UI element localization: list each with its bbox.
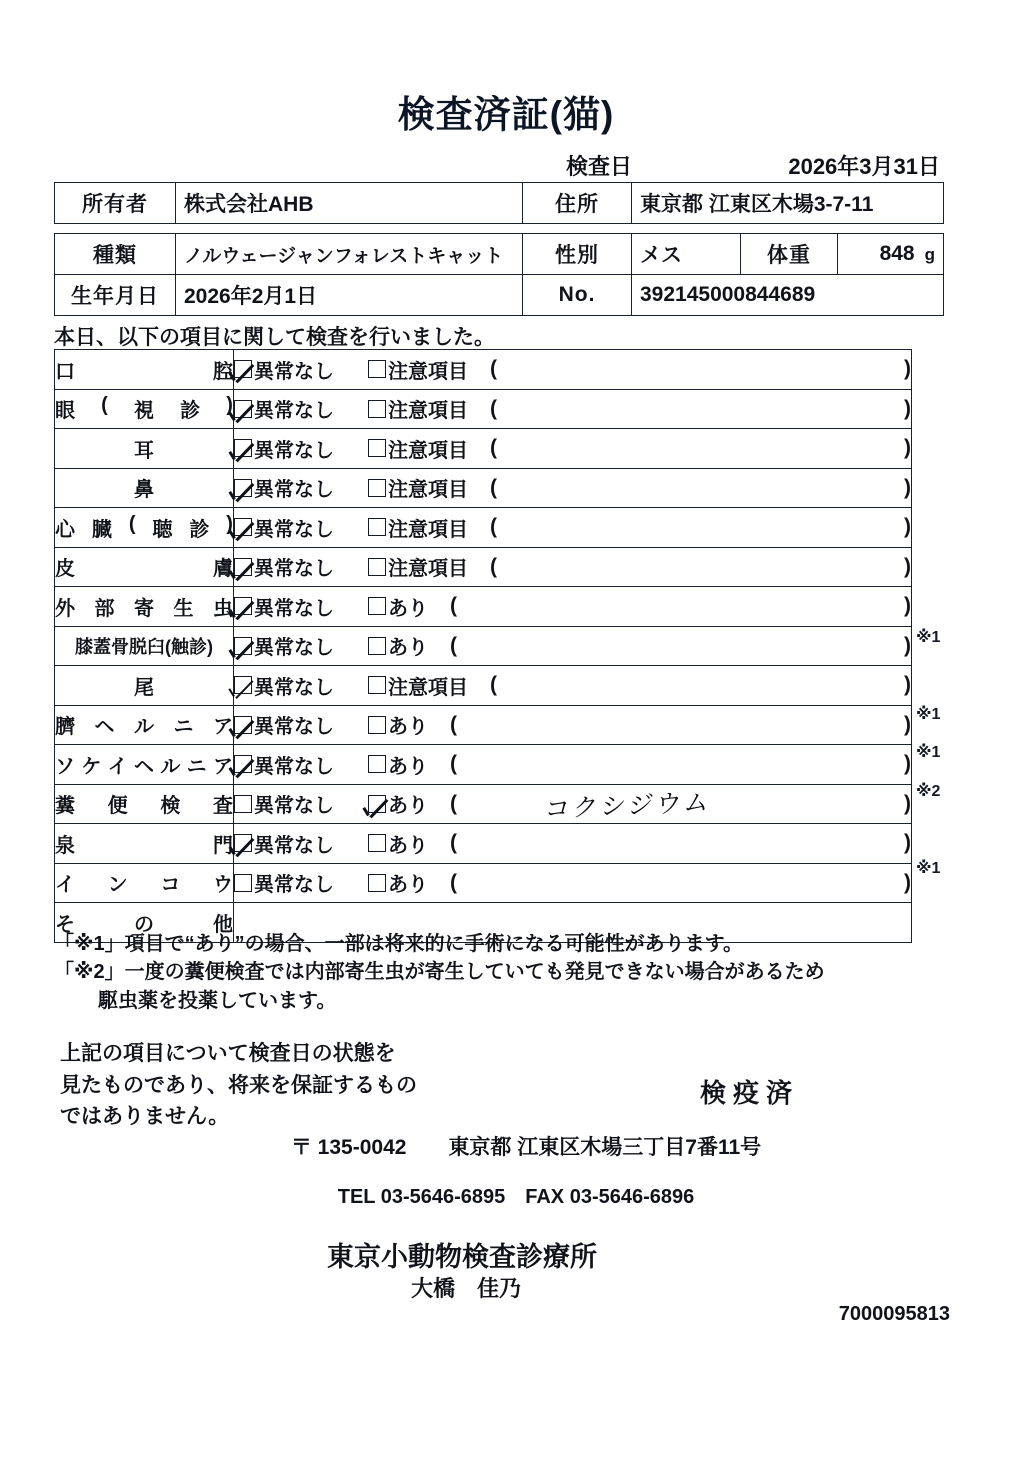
footnote-marker (916, 580, 986, 619)
checked-checkbox-icon[interactable] (368, 795, 386, 813)
note-paren-open: ( (450, 594, 457, 618)
disclaimer (60, 1038, 417, 1133)
option-label: 注意項目 (388, 400, 468, 423)
footnote-marker (916, 542, 986, 581)
option-label: 異常なし (254, 439, 334, 462)
checklist-item-label: 眼 ( 視 診 ) (55, 389, 234, 429)
checked-checkbox-icon[interactable] (234, 518, 252, 536)
table-row (55, 234, 944, 275)
checklist-row (55, 350, 912, 390)
footnote-marker-column (916, 349, 986, 927)
exam-date-label: 検査日 (566, 154, 633, 179)
checkbox-option-secondary[interactable] (368, 513, 468, 542)
checkbox-option-secondary[interactable] (368, 671, 468, 700)
note-paren-close: ) (904, 436, 911, 460)
option-label: 異常なし (254, 676, 334, 699)
footnote-marker (916, 388, 986, 427)
unchecked-checkbox-icon[interactable] (368, 597, 386, 615)
exam-date-row (54, 150, 944, 180)
checked-checkbox-icon[interactable] (234, 439, 252, 457)
option-label: 注意項目 (388, 439, 468, 462)
note-paren-open: ( (490, 396, 497, 420)
option-label: あり (388, 716, 428, 739)
note-paren-close: ) (904, 357, 911, 381)
weight-cell (838, 234, 944, 275)
checklist-item-label: 心 臓 ( 聴 診 ) (55, 508, 234, 548)
clinic-postal-address: 〒 135-0042 東京都 江東区木場三丁目7番11号 (290, 1136, 762, 1159)
option-label: あり (388, 834, 428, 857)
footnotes (54, 930, 954, 1015)
note-paren-open: ( (490, 515, 497, 539)
sex-value: メス (632, 234, 741, 275)
address-label: 住所 (523, 183, 632, 224)
option-label: 異常なし (254, 518, 334, 541)
note-paren-close: ) (904, 870, 911, 894)
checkbox-option-normal[interactable] (234, 868, 334, 897)
footnote-marker (916, 657, 986, 696)
note-paren-close: ) (904, 396, 911, 420)
checkbox-option-secondary[interactable] (368, 552, 468, 581)
birth-value: 2026年2月1日 (176, 275, 523, 316)
checklist-item-body (234, 824, 912, 864)
note-paren-close: ) (904, 712, 911, 736)
note-paren-close: ) (904, 515, 911, 539)
option-label: 注意項目 (388, 479, 468, 502)
note-paren-open: ( (490, 554, 497, 578)
unchecked-checkbox-icon[interactable] (368, 874, 386, 892)
unchecked-checkbox-icon[interactable] (368, 637, 386, 655)
note-paren-close: ) (904, 673, 911, 697)
checklist-item-label: 口 腔 (55, 350, 234, 390)
checklist-item-label: 泉 門 (55, 824, 234, 864)
birth-label: 生年月日 (55, 275, 176, 316)
checkbox-option-normal[interactable] (234, 829, 334, 858)
checklist-item-label: 糞 便 検 査 (55, 784, 234, 824)
checkbox-option-secondary[interactable] (368, 355, 468, 384)
checked-checkbox-icon[interactable] (234, 597, 252, 615)
checkbox-option-normal[interactable] (234, 750, 334, 779)
table-row (55, 183, 944, 224)
option-label: 注意項目 (388, 360, 468, 383)
breed-label: 種類 (55, 234, 176, 275)
option-label: 異常なし (254, 795, 334, 818)
checkbox-option-secondary[interactable] (368, 710, 428, 739)
option-label: 異常なし (254, 400, 334, 423)
checkbox-option-normal[interactable] (234, 394, 334, 423)
checkbox-option-normal[interactable] (234, 513, 334, 542)
checklist-item-label: ソ ケ イ ヘ ル ニ ア (55, 745, 234, 785)
option-label: 異常なし (254, 558, 334, 581)
checklist-item-body (234, 626, 912, 666)
option-label: 異常なし (254, 479, 334, 502)
breed-value: ノルウェージャンフォレストキャット (176, 234, 523, 275)
note-paren-close: ) (904, 831, 911, 855)
checklist-item-body (234, 350, 912, 390)
note-paren-open: ( (450, 791, 457, 815)
note-paren-open: ( (450, 870, 457, 894)
option-label: 注意項目 (388, 558, 468, 581)
checked-checkbox-icon[interactable] (234, 637, 252, 655)
checkbox-option-secondary[interactable] (368, 434, 468, 463)
checklist-item-body (234, 547, 912, 587)
checklist-item-label: 尾 (55, 666, 234, 706)
weight-unit: g (924, 245, 935, 264)
checklist-table (54, 349, 912, 943)
microchip-value: 392145000844689 (632, 275, 944, 316)
unchecked-checkbox-icon[interactable] (368, 676, 386, 694)
note-paren-open: ( (450, 633, 457, 657)
checklist-item-body (234, 666, 912, 706)
checklist-row (55, 508, 912, 548)
footnote-marker (916, 503, 986, 542)
weight-label: 体重 (741, 234, 838, 275)
checkbox-option-normal[interactable] (234, 473, 334, 502)
checked-checkbox-icon[interactable] (234, 400, 252, 418)
checkbox-option-normal[interactable] (234, 631, 334, 660)
checked-checkbox-icon[interactable] (234, 755, 252, 773)
unchecked-checkbox-icon[interactable] (368, 558, 386, 576)
reference-number: 7000095813 (838, 1303, 950, 1325)
microchip-label: No. (523, 275, 632, 316)
checklist-item-body (234, 863, 912, 903)
option-label: 注意項目 (388, 676, 468, 699)
unchecked-checkbox-icon[interactable] (234, 874, 252, 892)
checklist-row (55, 666, 912, 706)
checkbox-option-secondary[interactable] (368, 868, 428, 897)
checkbox-option-normal[interactable] (234, 552, 334, 581)
note-paren-close: ) (904, 752, 911, 776)
option-label: 異常なし (254, 874, 334, 897)
option-label: あり (388, 795, 428, 818)
animal-table (54, 233, 944, 316)
note-paren-close: ) (904, 633, 911, 657)
quarantine-stamp: 検疫済 (700, 1078, 800, 1108)
checklist-item-body (234, 468, 912, 508)
note-paren-open: ( (450, 712, 457, 736)
option-label: 異常なし (254, 834, 334, 857)
checklist-item-body (234, 508, 912, 548)
checklist-row (55, 824, 912, 864)
checkbox-option-secondary[interactable] (368, 473, 468, 502)
note-paren-open: ( (450, 752, 457, 776)
checkbox-option-normal[interactable] (234, 355, 334, 384)
unchecked-checkbox-icon[interactable] (368, 518, 386, 536)
unchecked-checkbox-icon[interactable] (368, 834, 386, 852)
note-paren-close: ) (904, 594, 911, 618)
checked-checkbox-icon[interactable] (234, 834, 252, 852)
unchecked-checkbox-icon[interactable] (368, 439, 386, 457)
checklist-item-label: 耳 (55, 429, 234, 469)
owner-table (54, 182, 944, 224)
checklist-item-label: 皮 膚 (55, 547, 234, 587)
checklist-item-label: 臍 ヘ ル ニ ア (55, 705, 234, 745)
checkbox-option-normal[interactable] (234, 434, 334, 463)
note-paren-open: ( (490, 436, 497, 460)
footnote-marker: ※1 (916, 744, 941, 761)
checklist-item-label: 膝蓋骨脱臼(触診) (55, 626, 234, 666)
checked-checkbox-icon[interactable] (234, 558, 252, 576)
checkbox-option-normal[interactable] (234, 789, 334, 818)
option-label: あり (388, 637, 428, 660)
page-title: 検査済証(猫) (397, 94, 615, 135)
footnote-marker: ※1 (916, 705, 941, 723)
checkbox-option-secondary[interactable] (368, 394, 468, 423)
unchecked-checkbox-icon[interactable] (368, 360, 386, 378)
disclaimer-line-2: 見たものであり、将来を保証するもの (60, 1073, 417, 1097)
checked-checkbox-icon[interactable] (234, 479, 252, 497)
checklist-item-label: 外 部 寄 生 虫 (55, 587, 234, 627)
checkbox-option-normal[interactable] (234, 710, 334, 739)
table-row (55, 275, 944, 316)
footnote-marker: ※1 (916, 628, 941, 646)
checklist-row (55, 429, 912, 469)
checkbox-option-secondary[interactable] (368, 789, 428, 818)
checkbox-option-normal[interactable] (234, 671, 334, 700)
checklist-row (55, 745, 912, 785)
checkbox-option-secondary[interactable] (368, 592, 428, 621)
checked-checkbox-icon[interactable] (234, 716, 252, 734)
note-paren-open: ( (490, 357, 497, 381)
veterinarian-name: 大橋 佳乃 (410, 1276, 521, 1301)
option-label: あり (388, 755, 428, 778)
checklist-item-body (234, 745, 912, 785)
sex-label: 性別 (523, 234, 632, 275)
option-label: 異常なし (254, 637, 334, 660)
footnote-marker (916, 888, 986, 927)
option-label: 異常なし (254, 360, 334, 383)
note-paren-open: ( (450, 831, 457, 855)
unchecked-checkbox-icon[interactable] (368, 755, 386, 773)
exam-date-value: 2026年3月31日 (788, 154, 940, 179)
footnote-marker: ※2 (916, 782, 941, 800)
weight-value: 848 (879, 242, 915, 265)
owner-label: 所有者 (55, 183, 176, 224)
checklist-item-body (234, 389, 912, 429)
checklist-item-label: 鼻 (55, 468, 234, 508)
checkbox-option-secondary[interactable] (368, 750, 428, 779)
clinic-telephone: TEL 03-5646-6895 FAX 03-5646-6896 (337, 1186, 695, 1208)
unchecked-checkbox-icon[interactable] (234, 795, 252, 813)
checklist-row (55, 705, 912, 745)
intro-text: 本日、以下の項目に関して検査を行いました。 (54, 326, 495, 349)
footnote-2: 「※2」一度の糞便検査では内部寄生虫が寄生していても発見できない場合があるため (54, 961, 825, 984)
address-value: 東京都 江東区木場3-7-11 (632, 183, 944, 224)
checklist-row (55, 587, 912, 627)
option-label: あり (388, 874, 428, 897)
disclaimer-line-3: ではありません。 (60, 1105, 230, 1128)
checklist-row (55, 626, 912, 666)
footnote-marker (916, 426, 986, 465)
checklist-row (55, 863, 912, 903)
owner-value: 株式会社AHB (176, 183, 523, 224)
note-paren-close: ) (904, 554, 911, 578)
option-label: 注意項目 (388, 518, 468, 541)
checked-checkbox-icon[interactable] (234, 676, 252, 694)
footnote-1: 「※1」項目で“あり”の場合、一部は将来的に手術になる可能性があります。 (54, 933, 743, 955)
checkbox-option-secondary[interactable] (368, 829, 428, 858)
checkbox-option-normal[interactable] (234, 592, 334, 621)
checklist-item-body (234, 705, 912, 745)
checklist-item-label: イ ン コ ウ (55, 863, 234, 903)
checklist-item-body (234, 784, 912, 824)
option-label: あり (388, 597, 428, 620)
unchecked-checkbox-icon[interactable] (368, 716, 386, 734)
option-label: 異常なし (254, 755, 334, 778)
checklist-item-body (234, 429, 912, 469)
option-label: 異常なし (254, 716, 334, 739)
note-paren-close: ) (904, 475, 911, 499)
unchecked-checkbox-icon[interactable] (368, 479, 386, 497)
footnote-marker: ※1 (916, 859, 941, 877)
checklist-row (55, 389, 912, 429)
handwritten-note: コクシジウム (543, 787, 714, 824)
clinic-name: 東京小動物検査診療所 (327, 1242, 597, 1272)
footnote-marker (916, 349, 986, 388)
checkbox-option-secondary[interactable] (368, 631, 428, 660)
footnote-marker (916, 465, 986, 504)
option-label: 異常なし (254, 597, 334, 620)
note-paren-open: ( (490, 475, 497, 499)
checked-checkbox-icon[interactable] (234, 360, 252, 378)
disclaimer-line-1: 上記の項目について検査日の状態を (60, 1042, 396, 1065)
unchecked-checkbox-icon[interactable] (368, 400, 386, 418)
checklist-item-label: そ の 他 (55, 903, 234, 943)
checklist-row (55, 468, 912, 508)
footnote-marker (916, 811, 986, 850)
checklist-row (55, 784, 912, 824)
footnote-2-cont: 駆虫薬を投薬しています。 (98, 989, 337, 1012)
note-paren-open: ( (490, 673, 497, 697)
note-paren-close: ) (904, 791, 911, 815)
checklist-item-body (234, 587, 912, 627)
checklist-row (55, 547, 912, 587)
